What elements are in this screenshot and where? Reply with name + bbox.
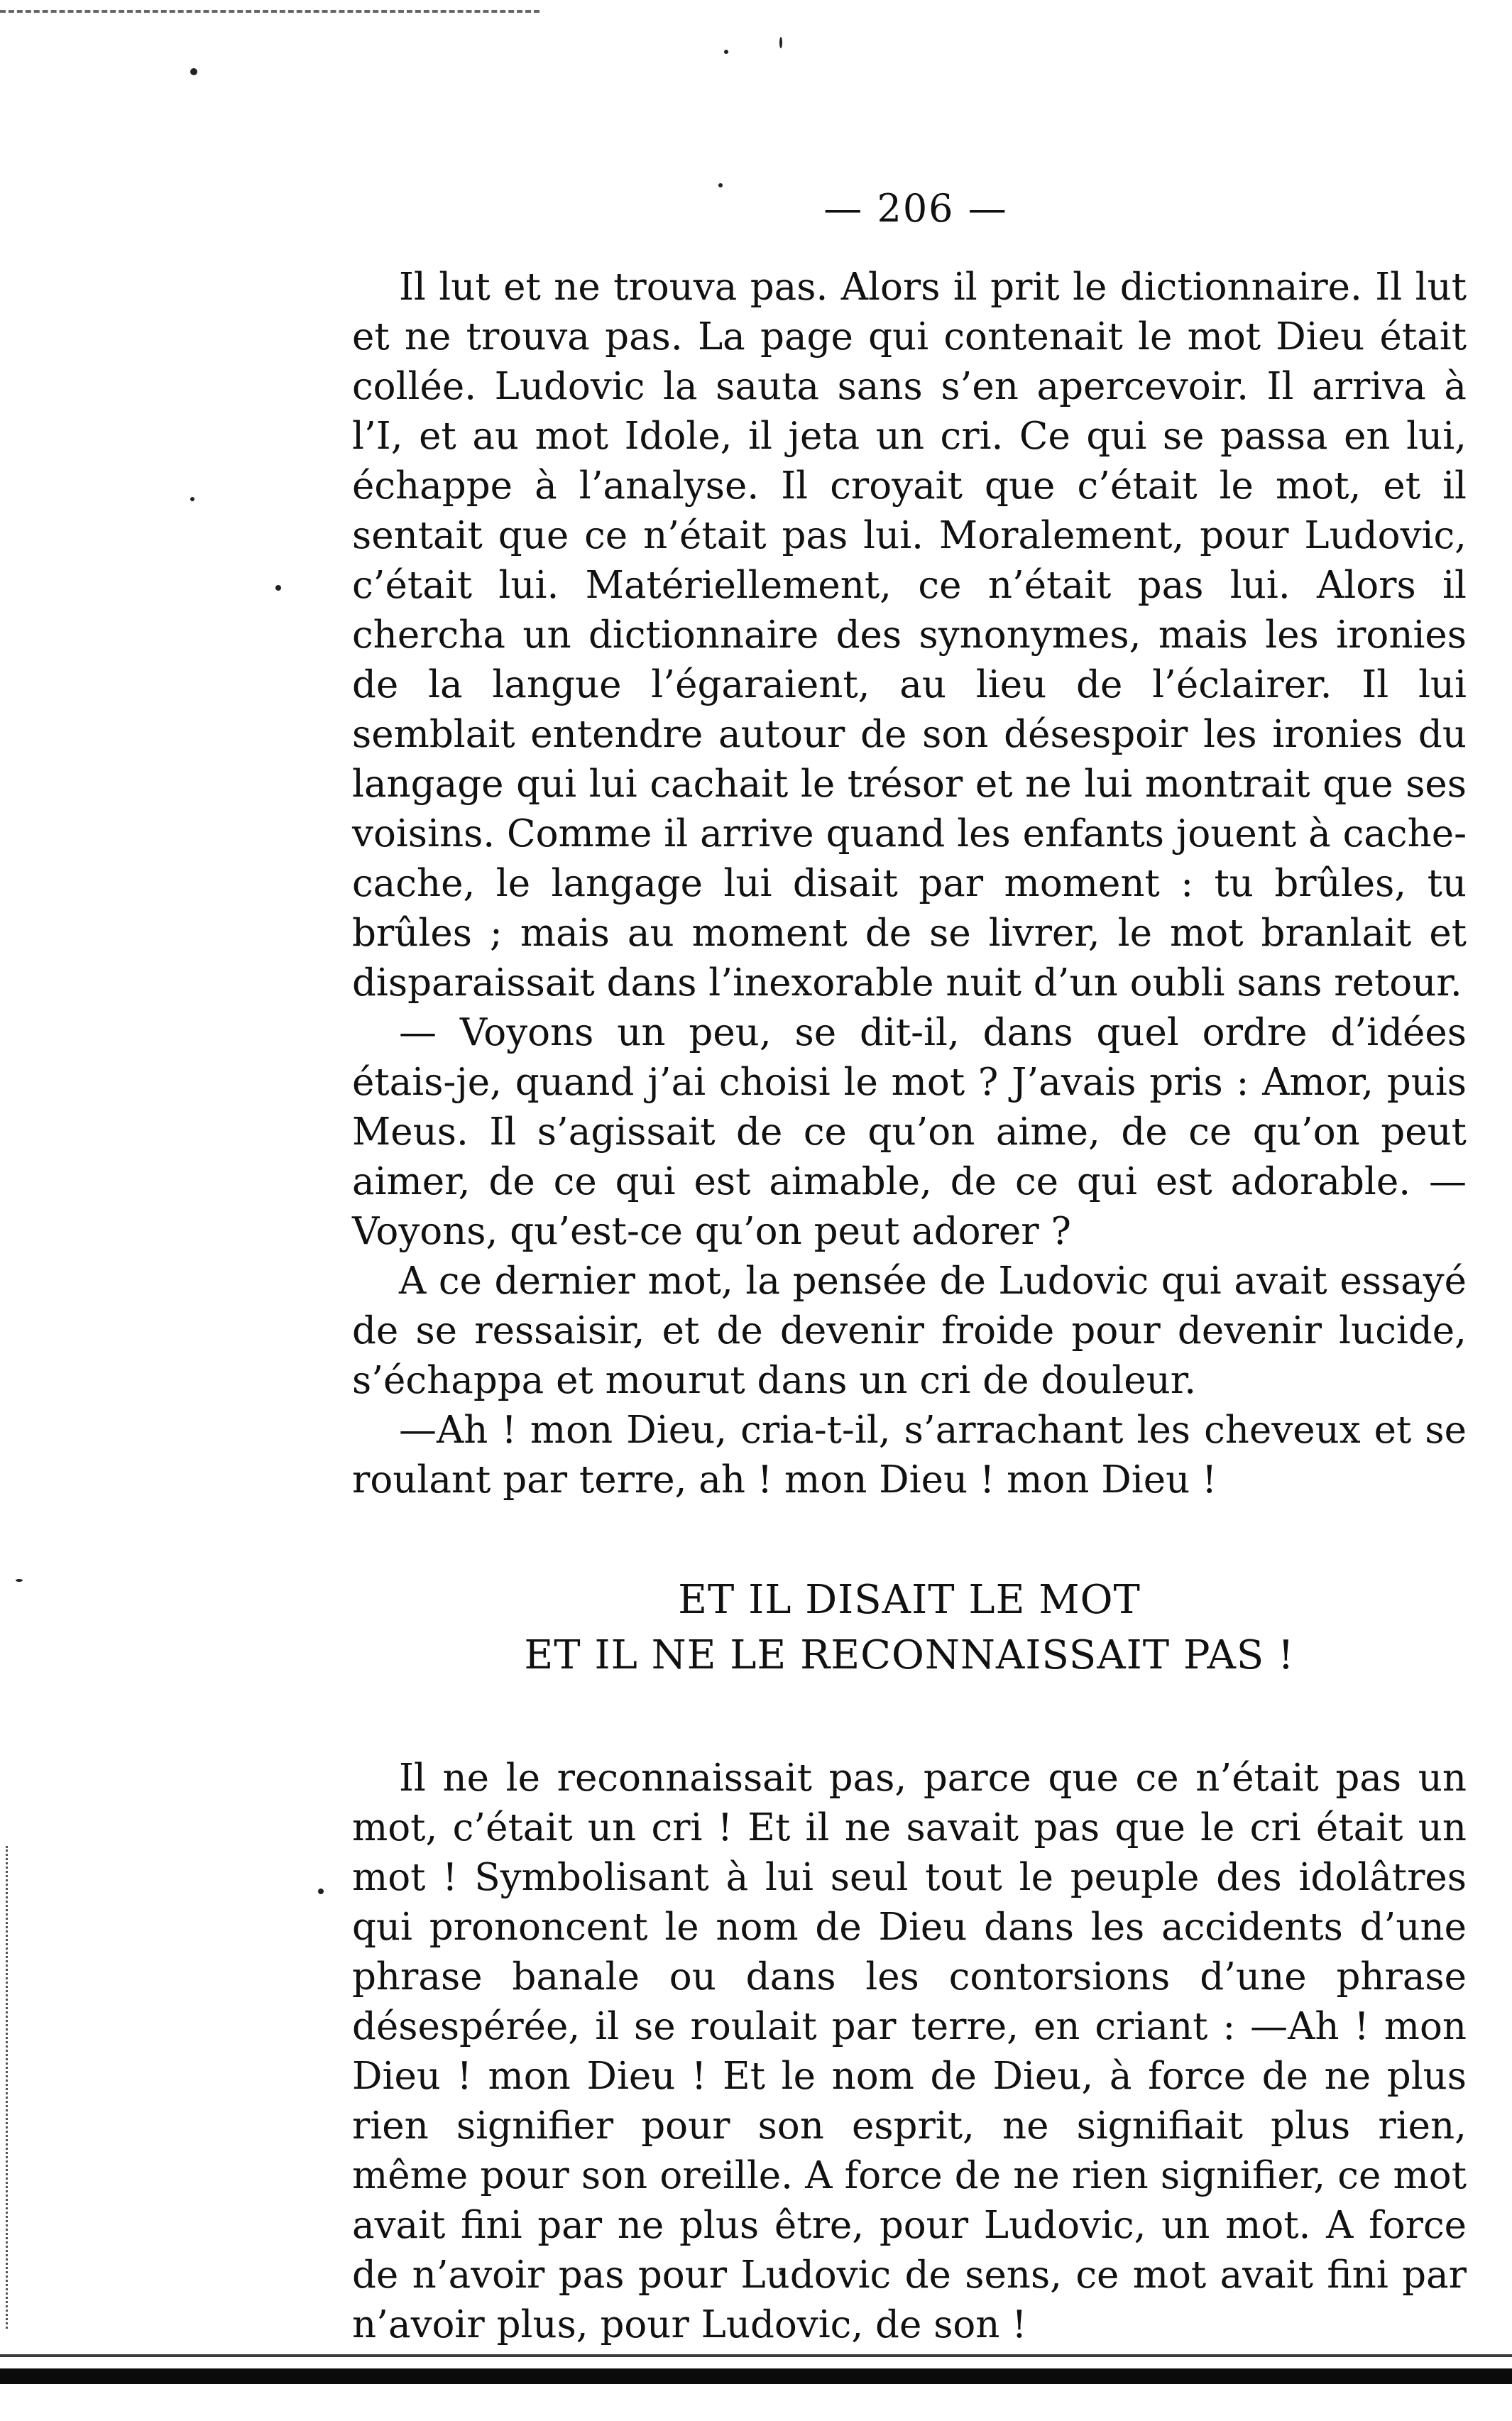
page-number: — 206 — [823, 186, 1008, 231]
ink-speck [16, 1579, 23, 1582]
bottom-thin-rule [0, 2354, 1512, 2357]
paragraph-voyons: — Voyons un peu, se dit-il, dans quel ordre d’idées étais-je, quand j’ai choisi le mot ? J’avais pris : Amor, puis Meus. Il s’agissait de ce qu’on aime, de ce qu’on peut aimer, de ce qui est aimable, de ce qui est adorable. — Voyons, qu’est-ce qu’on peut adorer ? [352, 1011, 1467, 1253]
ink-speck [718, 183, 723, 187]
ink-speck [318, 1889, 324, 1894]
bottom-heavy-rule [0, 2368, 1512, 2384]
paragraph-dictionary-search: Il lut et ne trouva pas. Alors il prit le dictionnaire. Il lut et ne trouva pas. La page qui contenait le mot Dieu était collée. Ludovic la sauta sans s’en apercevoir. Il arriva à l’I, et au mot Idole, il jeta un cri. Ce qui se passa en lui, échappe à l’analyse. Il croyait que c’était le mot, et il sentait que ce n’était pas lui. Moralement, pour Ludovic, c’était lui. Matériellement, ce n’était pas lui. Alors il chercha un dictionnaire des synonymes, mais les ironies de la langue l’égaraient, au lieu de l’éclairer. Il lui semblait entendre autour de son désespoir les ironies du langage qui lui cachait le trésor et ne lui montrait que ses voisins. Comme il arrive quand les enfants jouent à cache-cache, le langage lui disait par moment : tu brûles, tu brûles ; mais au moment de se livrer, le mot branlait et disparaissait dans l’inexorable nuit d’un oubli sans retour. [352, 266, 1467, 1005]
paragraph-ah-mon-dieu: —Ah ! mon Dieu, cria-t-il, s’arrachant les cheveux et se roulant par terre, ah ! mon Dieu ! mon Dieu ! [352, 1409, 1467, 1502]
paragraph-dernier-mot: A ce dernier mot, la pensée de Ludovic qui avait essayé de se ressaisir, et de devenir froide pour devenir lucide, s’échappa et mourut dans un cri de douleur. [352, 1259, 1467, 1402]
ink-speck [190, 497, 195, 501]
ink-speck [275, 585, 281, 591]
section-heading-line-2: ET IL NE LE RECONNAISSAIT PAS ! [524, 1632, 1295, 1678]
paragraph-reconnaissait: Il ne le reconnaissait pas, parce que ce n’était pas un mot, c’était un cri ! Et il ne savait pas que le cri était un mot ! Symbolisant à lui seul tout le peuple des idolâtres qui prononcent le nom de Dieu dans les accidents d’une phrase banale ou dans les contorsions d’une phrase désespérée, il se roulait par terre, en criant : —Ah ! mon Dieu ! mon Dieu ! Et le nom de Dieu, à force de ne plus rien signifier pour son esprit, ne signifiait plus rien, même pour son oreille. A force de ne rien signifier, ce mot avait fini par ne plus être, pour Ludovic, un mot. A force de n’avoir pas pour Ludovic de sens, ce mot avait fini par n’avoir plus, pour Ludovic, de son ! [352, 1756, 1467, 2346]
left-margin-dots [6, 1846, 12, 2329]
top-edge-rule [0, 10, 539, 13]
ink-speck [190, 68, 197, 75]
ink-speck [724, 50, 728, 54]
body-text [352, 263, 1467, 2350]
ink-speck [779, 37, 782, 48]
section-heading-line-1: ET IL DISAIT LE MOT [678, 1577, 1141, 1623]
